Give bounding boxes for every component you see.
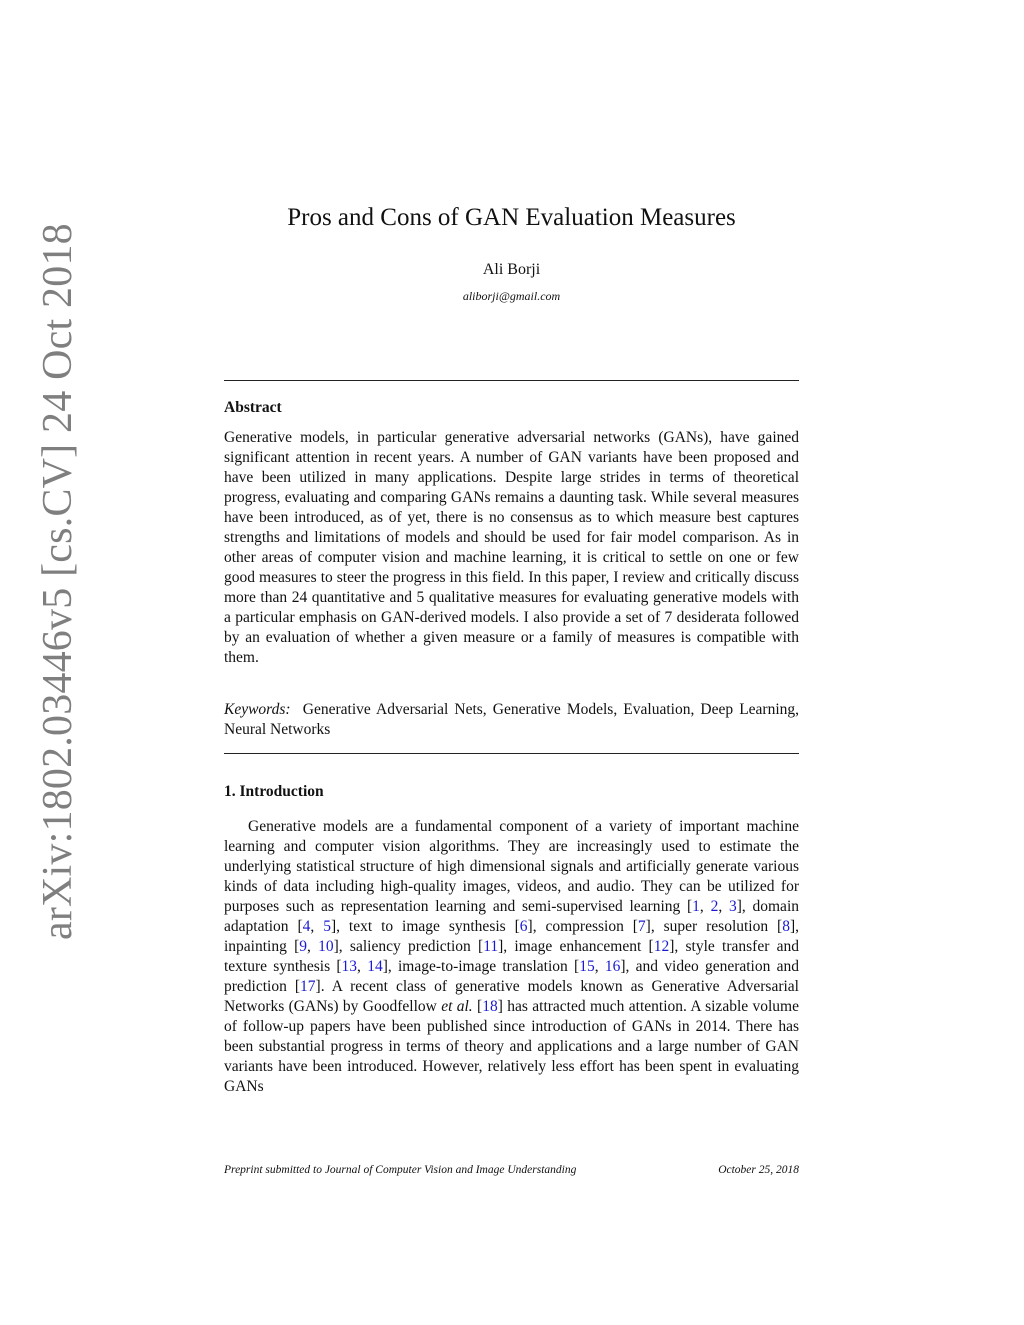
intro-text: Generative models are a fundamental component of a variety of important machine learning and computer vision algorithms. They are increasingly used to estimate the underlying statistical structure of high dimensional signals and artificially generate various kinds of data including high-quality images, videos, and audio. They can be utilized for purposes such as representation learning and semi-supervised learning [ [224, 818, 799, 915]
intro-text: ]. A recent class of generative models known as Generative Adversarial Networks (GANs) by Goodfellow [224, 978, 799, 1015]
intro-text: , [718, 898, 729, 915]
citation-link[interactable]: 4 [302, 918, 311, 935]
arxiv-side-stamp: arXiv:1802.03446v5 [cs.CV] 24 Oct 2018 [35, 223, 81, 940]
citation-link[interactable]: 1 [692, 898, 700, 915]
keywords-text: Generative Adversarial Nets, Generative Models, Evaluation, Deep Learning, Neural Networks [224, 701, 800, 738]
intro-text: ], and video generation and prediction [ [224, 958, 800, 995]
intro-text: ], text to image synthesis [ [330, 918, 520, 935]
footer-date: October 25, 2018 [718, 1164, 799, 1176]
citation-link[interactable]: 16 [604, 958, 621, 975]
et-al: et al. [441, 998, 473, 1015]
intro-text: ], inpainting [ [224, 918, 799, 955]
intro-text: ], image-to-image translation [ [382, 958, 580, 975]
abstract-bottom-rule [224, 753, 799, 754]
citation-link[interactable]: 3 [728, 898, 737, 915]
footer-journal: Preprint submitted to Journal of Computer Vision and Image Understanding [224, 1164, 577, 1176]
citation-link[interactable]: 17 [300, 978, 316, 995]
intro-text: ], image enhancement [ [498, 938, 654, 955]
intro-text: ] has attracted much attention. A sizable volume of follow-up papers have been published since introduction of GANs in 2014. There has been substantial progress in terms of theory and applications and a large number of GAN variants have been introduced. However, relatively less effort has been spent in evaluating GANs [224, 998, 799, 1095]
abstract-body: Generative models, in particular generative adversarial networks (GANs), have gained significant attention in recent years. A number of GAN variants have been proposed and have been utilized in many applications. Despite large strides in terms of theoretical progress, evaluating and comparing GANs remains a daunting task. While several measures have been introduced, as of yet, there is no consensus as to which measure best captures strengths and limitations of models and should be used for fair model comparison. As in other areas of computer vision and machine learning, it is critical to settle on one or few good measures to steer the progress in this field. In this paper, I review and critically discuss more than 24 quantitative and 5 qualitative measures for evaluating generative models with a particular emphasis on GAN-derived models. I also provide a set of 7 desiderata followed by an evaluation of whether a given measure or a family of measures is compatible with them. [224, 429, 799, 666]
intro-text: [ [472, 998, 483, 1015]
paper-title: Pros and Cons of GAN Evaluation Measures [287, 204, 736, 231]
author-name: Ali Borji [482, 261, 541, 278]
abstract-top-rule [224, 380, 799, 381]
citation-link[interactable]: 2 [710, 898, 719, 915]
citation-link[interactable]: 9 [299, 938, 308, 955]
introduction-body [224, 817, 799, 1097]
citation-link[interactable]: 13 [341, 958, 358, 975]
intro-text: , [310, 918, 324, 935]
citation-link[interactable]: 11 [483, 938, 499, 955]
intro-text: , [357, 958, 368, 975]
author-email: aliborji@gmail.com [462, 289, 561, 303]
intro-text: ], super resolution [ [645, 918, 783, 935]
citation-link[interactable]: 15 [579, 958, 595, 975]
section-heading-introduction: 1. Introduction [224, 783, 324, 800]
intro-text: , [307, 938, 319, 955]
citation-link[interactable]: 7 [637, 918, 646, 935]
abstract-heading: Abstract [224, 399, 282, 416]
intro-text: ], style transfer and texture synthesis [ [224, 938, 799, 975]
intro-text: ], compression [ [527, 918, 638, 935]
keywords [224, 700, 799, 740]
citation-link[interactable]: 14 [367, 958, 383, 975]
intro-text: ], saliency prediction [ [333, 938, 484, 955]
citation-link[interactable]: 18 [482, 998, 498, 1015]
citation-link[interactable]: 12 [653, 938, 670, 955]
intro-text: , [699, 898, 711, 915]
intro-text: ], domain adaptation [ [224, 898, 799, 935]
citation-link[interactable]: 6 [519, 918, 528, 935]
citation-link[interactable]: 10 [318, 938, 334, 955]
keywords-label: Keywords: [224, 701, 291, 718]
citation-link[interactable]: 8 [782, 918, 790, 935]
citation-link[interactable]: 5 [323, 918, 331, 935]
intro-text: , [594, 958, 605, 975]
